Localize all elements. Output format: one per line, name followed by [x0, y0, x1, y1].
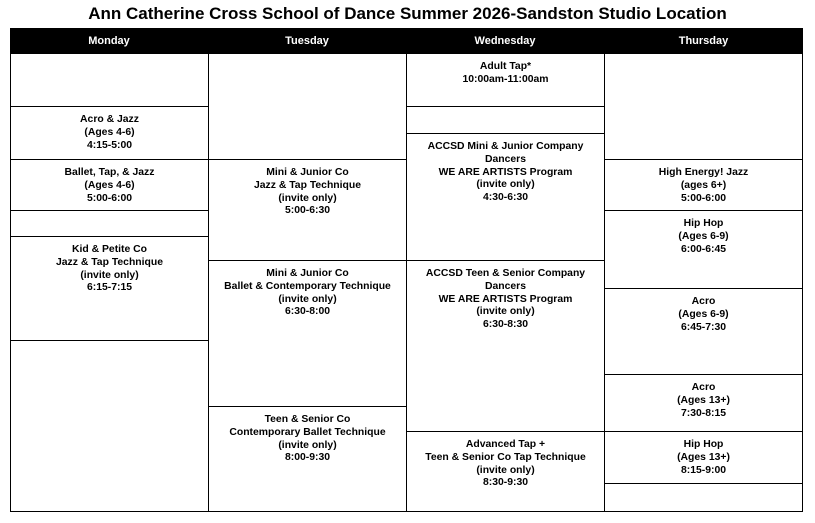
class-note: (invite only) [476, 179, 535, 191]
day-header-tuesday: Tuesday [285, 35, 329, 47]
class-time: 6:30-8:00 [284, 306, 331, 318]
day-header-thursday: Thursday [678, 35, 729, 47]
class-name: Acro [691, 296, 716, 307]
column-monday [10, 54, 208, 512]
class-name: Hip Hop [683, 218, 724, 229]
empty-slot [209, 54, 406, 160]
class-slot [605, 289, 802, 375]
class-time: 6:30-8:30 [482, 319, 529, 331]
class-detail: Jazz & Tap Technique [56, 256, 163, 268]
class-note: (invite only) [80, 269, 139, 281]
class-note: (invite only) [476, 464, 535, 476]
class-slot [11, 107, 208, 160]
class-slot [605, 211, 802, 289]
class-name: Adult Tap* [479, 61, 532, 72]
class-slot [407, 54, 604, 107]
class-name: Hip Hop [683, 439, 724, 450]
class-slot [407, 432, 604, 512]
class-note: (invite only) [476, 306, 535, 318]
class-slot [11, 237, 208, 341]
class-ages: (Ages 6-9) [678, 308, 729, 320]
column-tuesday [208, 54, 406, 512]
class-slot [209, 160, 406, 261]
class-slot [407, 134, 604, 261]
class-time: 5:00-6:00 [86, 192, 133, 204]
class-slot [605, 160, 802, 211]
day-header-monday: Monday [88, 35, 130, 47]
class-note: (invite only) [278, 293, 337, 305]
class-ages: (ages 6+) [680, 179, 727, 191]
class-name: Kid & Petite Co [71, 244, 148, 255]
class-name-cont: Dancers [484, 280, 526, 292]
class-name: High Energy! Jazz [658, 167, 749, 178]
class-time: 10:00am-11:00am [462, 73, 549, 85]
class-ages: (Ages 13+) [677, 451, 730, 463]
class-slot [11, 160, 208, 211]
class-name: ACCSD Teen & Senior Company [425, 268, 586, 279]
class-time: 8:30-9:30 [482, 477, 529, 489]
class-slot [209, 407, 406, 512]
class-ages: (Ages 6-9) [678, 230, 729, 242]
class-name: Mini & Junior Co [266, 268, 349, 279]
empty-slot [605, 54, 802, 160]
class-name: Mini & Junior Co [266, 167, 349, 178]
class-time: 8:00-9:30 [284, 452, 331, 464]
class-time: 7:30-8:15 [680, 407, 727, 419]
class-ages: (Ages 4-6) [84, 126, 135, 138]
class-note: (invite only) [278, 439, 337, 451]
column-thursday [604, 54, 803, 512]
class-time: 6:00-6:45 [680, 243, 727, 255]
class-time: 6:45-7:30 [680, 321, 727, 333]
class-time: 5:00-6:00 [680, 192, 727, 204]
class-name-cont: Dancers [484, 153, 526, 165]
class-slot [605, 432, 802, 484]
class-name: Acro [691, 382, 716, 393]
empty-slot [11, 211, 208, 237]
class-name: Acro & Jazz [80, 114, 139, 125]
class-slot [407, 261, 604, 432]
schedule-table [10, 28, 803, 512]
class-detail: Jazz & Tap Technique [254, 179, 361, 191]
empty-slot [605, 484, 802, 512]
class-time: 4:30-6:30 [482, 192, 529, 204]
class-time: 4:15-5:00 [86, 139, 133, 151]
class-detail: Contemporary Ballet Technique [229, 426, 386, 438]
empty-slot [407, 107, 604, 134]
class-time: 5:00-6:30 [284, 205, 331, 217]
class-ages: (Ages 4-6) [84, 179, 135, 191]
class-slot [209, 261, 406, 407]
class-name: ACCSD Mini & Junior Company [427, 141, 584, 152]
class-slot [605, 375, 802, 432]
class-program: WE ARE ARTISTS Program [438, 166, 573, 178]
class-detail: Teen & Senior Co Tap Technique [425, 451, 586, 463]
table-header [10, 28, 803, 54]
empty-slot [11, 54, 208, 107]
page-title: Ann Catherine Cross School of Dance Summer 2026-Sandston Studio Location [88, 4, 727, 23]
class-time: 6:15-7:15 [86, 282, 133, 294]
class-time: 8:15-9:00 [680, 464, 727, 476]
empty-slot [11, 341, 208, 512]
column-wednesday [406, 54, 604, 512]
class-ages: (Ages 13+) [677, 394, 730, 406]
class-name: Ballet, Tap, & Jazz [64, 167, 155, 178]
class-note: (invite only) [278, 192, 337, 204]
class-program: WE ARE ARTISTS Program [438, 293, 573, 305]
day-header-wednesday: Wednesday [474, 35, 536, 47]
class-name: Teen & Senior Co [264, 414, 351, 425]
class-detail: Ballet & Contemporary Technique [224, 280, 391, 292]
class-name: Advanced Tap + [465, 439, 546, 450]
